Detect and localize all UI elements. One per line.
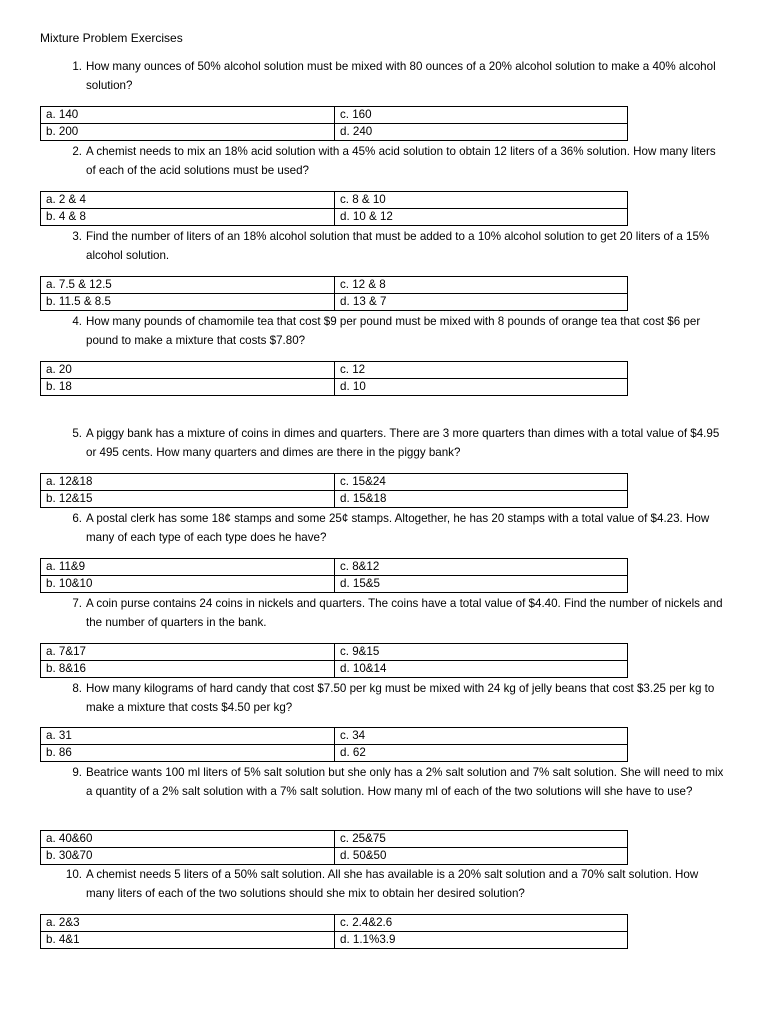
option-a: a. 7.5 & 12.5 <box>41 277 335 294</box>
answer-table-5 <box>40 473 628 508</box>
option-a: a. 2&3 <box>41 915 335 932</box>
option-b: b. 200 <box>41 124 335 141</box>
option-d: d. 13 & 7 <box>335 294 628 311</box>
option-c: c. 25&75 <box>335 831 628 848</box>
option-d: d. 1.1%3.9 <box>335 932 628 949</box>
question-8 <box>0 680 768 717</box>
question-body: A coin purse contains 24 coins in nickels and quarters. The coins have a total value of $4.40. Find the number of nickels and the number of quarters in the bank. <box>86 597 723 629</box>
option-b: b. 4&1 <box>41 932 335 949</box>
question-number: 1. <box>72 60 82 73</box>
question-body: Beatrice wants 100 ml liters of 5% salt solution but she only has a 2% salt solution and 7% salt solution. She will need to mix a quantity of a 2% salt solution with a 7% salt solution. How many ml of each of the two solutions will she have to use? <box>86 766 724 798</box>
answer-table-8 <box>40 727 628 762</box>
option-a: a. 31 <box>41 728 335 745</box>
question-text <box>72 510 726 547</box>
question-body: A chemist needs to mix an 18% acid solution with a 45% acid solution to obtain 12 liters of a 36% solution. How many liters of each of the acid solutions must be used? <box>86 145 716 177</box>
question-text <box>72 228 726 265</box>
option-b: b. 18 <box>41 379 335 396</box>
question-body: A piggy bank has a mixture of coins in dimes and quarters. There are 3 more quarters than dimes with a total value of $4.95 or 495 cents. How many quarters and dimes are there in the piggy bank? <box>86 427 720 459</box>
answer-table-10 <box>40 914 628 949</box>
answer-table-3 <box>40 276 628 311</box>
question-10 <box>0 866 768 903</box>
option-c: c. 12 <box>335 362 628 379</box>
page-title: Mixture Problem Exercises <box>40 31 183 45</box>
option-c: c. 2.4&2.6 <box>335 915 628 932</box>
option-b: b. 11.5 & 8.5 <box>41 294 335 311</box>
option-c: c. 12 & 8 <box>335 277 628 294</box>
question-3 <box>0 228 768 265</box>
question-text <box>65 866 726 903</box>
answer-table-7 <box>40 643 628 678</box>
question-number: 6. <box>72 512 82 525</box>
answer-table-6 <box>40 558 628 593</box>
option-c: c. 8 & 10 <box>335 192 628 209</box>
option-b: b. 8&16 <box>41 661 335 678</box>
option-a: a. 20 <box>41 362 335 379</box>
option-d: d. 10 & 12 <box>335 209 628 226</box>
question-1 <box>0 58 768 95</box>
option-a: a. 40&60 <box>41 831 335 848</box>
option-d: d. 10 <box>335 379 628 396</box>
question-text <box>72 58 726 95</box>
question-number: 2. <box>72 145 82 158</box>
option-c: c. 9&15 <box>335 644 628 661</box>
option-b: b. 4 & 8 <box>41 209 335 226</box>
option-a: a. 140 <box>41 107 335 124</box>
answer-table-2 <box>40 191 628 226</box>
option-a: a. 11&9 <box>41 559 335 576</box>
answer-table-9 <box>40 830 628 865</box>
question-body: How many ounces of 50% alcohol solution must be mixed with 80 ounces of a 20% alcohol solution to make a 40% alcohol solution? <box>86 60 716 92</box>
question-body: Find the number of liters of an 18% alcohol solution that must be added to a 10% alcohol solution to get 20 liters of a 15% alcohol solution. <box>86 230 710 262</box>
question-2 <box>0 143 768 180</box>
question-body: A postal clerk has some 18¢ stamps and some 25¢ stamps. Altogether, he has 20 stamps with a total value of $4.23. How many of each type of each type does he have? <box>86 512 710 544</box>
option-c: c. 160 <box>335 107 628 124</box>
option-a: a. 7&17 <box>41 644 335 661</box>
question-number: 7. <box>72 597 82 610</box>
question-9 <box>0 764 768 801</box>
question-7 <box>0 595 768 632</box>
answer-table-1 <box>40 106 628 141</box>
option-a: a. 12&18 <box>41 474 335 491</box>
option-d: d. 62 <box>335 745 628 762</box>
option-d: d. 15&18 <box>335 491 628 508</box>
option-b: b. 12&15 <box>41 491 335 508</box>
question-number: 5. <box>72 427 82 440</box>
option-d: d. 50&50 <box>335 848 628 865</box>
question-number: 9. <box>72 766 82 779</box>
option-a: a. 2 & 4 <box>41 192 335 209</box>
option-c: c. 8&12 <box>335 559 628 576</box>
question-number: 3. <box>72 230 82 243</box>
question-text <box>72 764 726 801</box>
option-d: d. 15&5 <box>335 576 628 593</box>
question-text <box>72 595 726 632</box>
question-text <box>72 313 726 350</box>
question-number: 10. <box>65 868 82 881</box>
question-text <box>72 143 726 180</box>
question-body: How many pounds of chamomile tea that cost $9 per pound must be mixed with 8 pounds of orange tea that cost $6 per pound to make a mixture that costs $7.80? <box>86 315 701 347</box>
question-4 <box>0 313 768 350</box>
answer-table-4 <box>40 361 628 396</box>
question-5 <box>0 425 768 462</box>
question-body: How many kilograms of hard candy that cost $7.50 per kg must be mixed with 24 kg of jelly beans that cost $3.25 per kg to make a mixture that costs $4.50 per kg? <box>86 682 715 714</box>
option-c: c. 15&24 <box>335 474 628 491</box>
option-b: b. 10&10 <box>41 576 335 593</box>
question-body: A chemist needs 5 liters of a 50% salt solution. All she has available is a 20% salt solution and a 70% salt solution. How many liters of each of the two solutions should she mix to obtain her desired solution? <box>86 868 699 900</box>
option-d: d. 240 <box>335 124 628 141</box>
question-number: 4. <box>72 315 82 328</box>
question-text <box>72 425 726 462</box>
option-d: d. 10&14 <box>335 661 628 678</box>
option-c: c. 34 <box>335 728 628 745</box>
option-b: b. 86 <box>41 745 335 762</box>
question-6 <box>0 510 768 547</box>
question-text <box>72 680 726 717</box>
question-number: 8. <box>72 682 82 695</box>
option-b: b. 30&70 <box>41 848 335 865</box>
